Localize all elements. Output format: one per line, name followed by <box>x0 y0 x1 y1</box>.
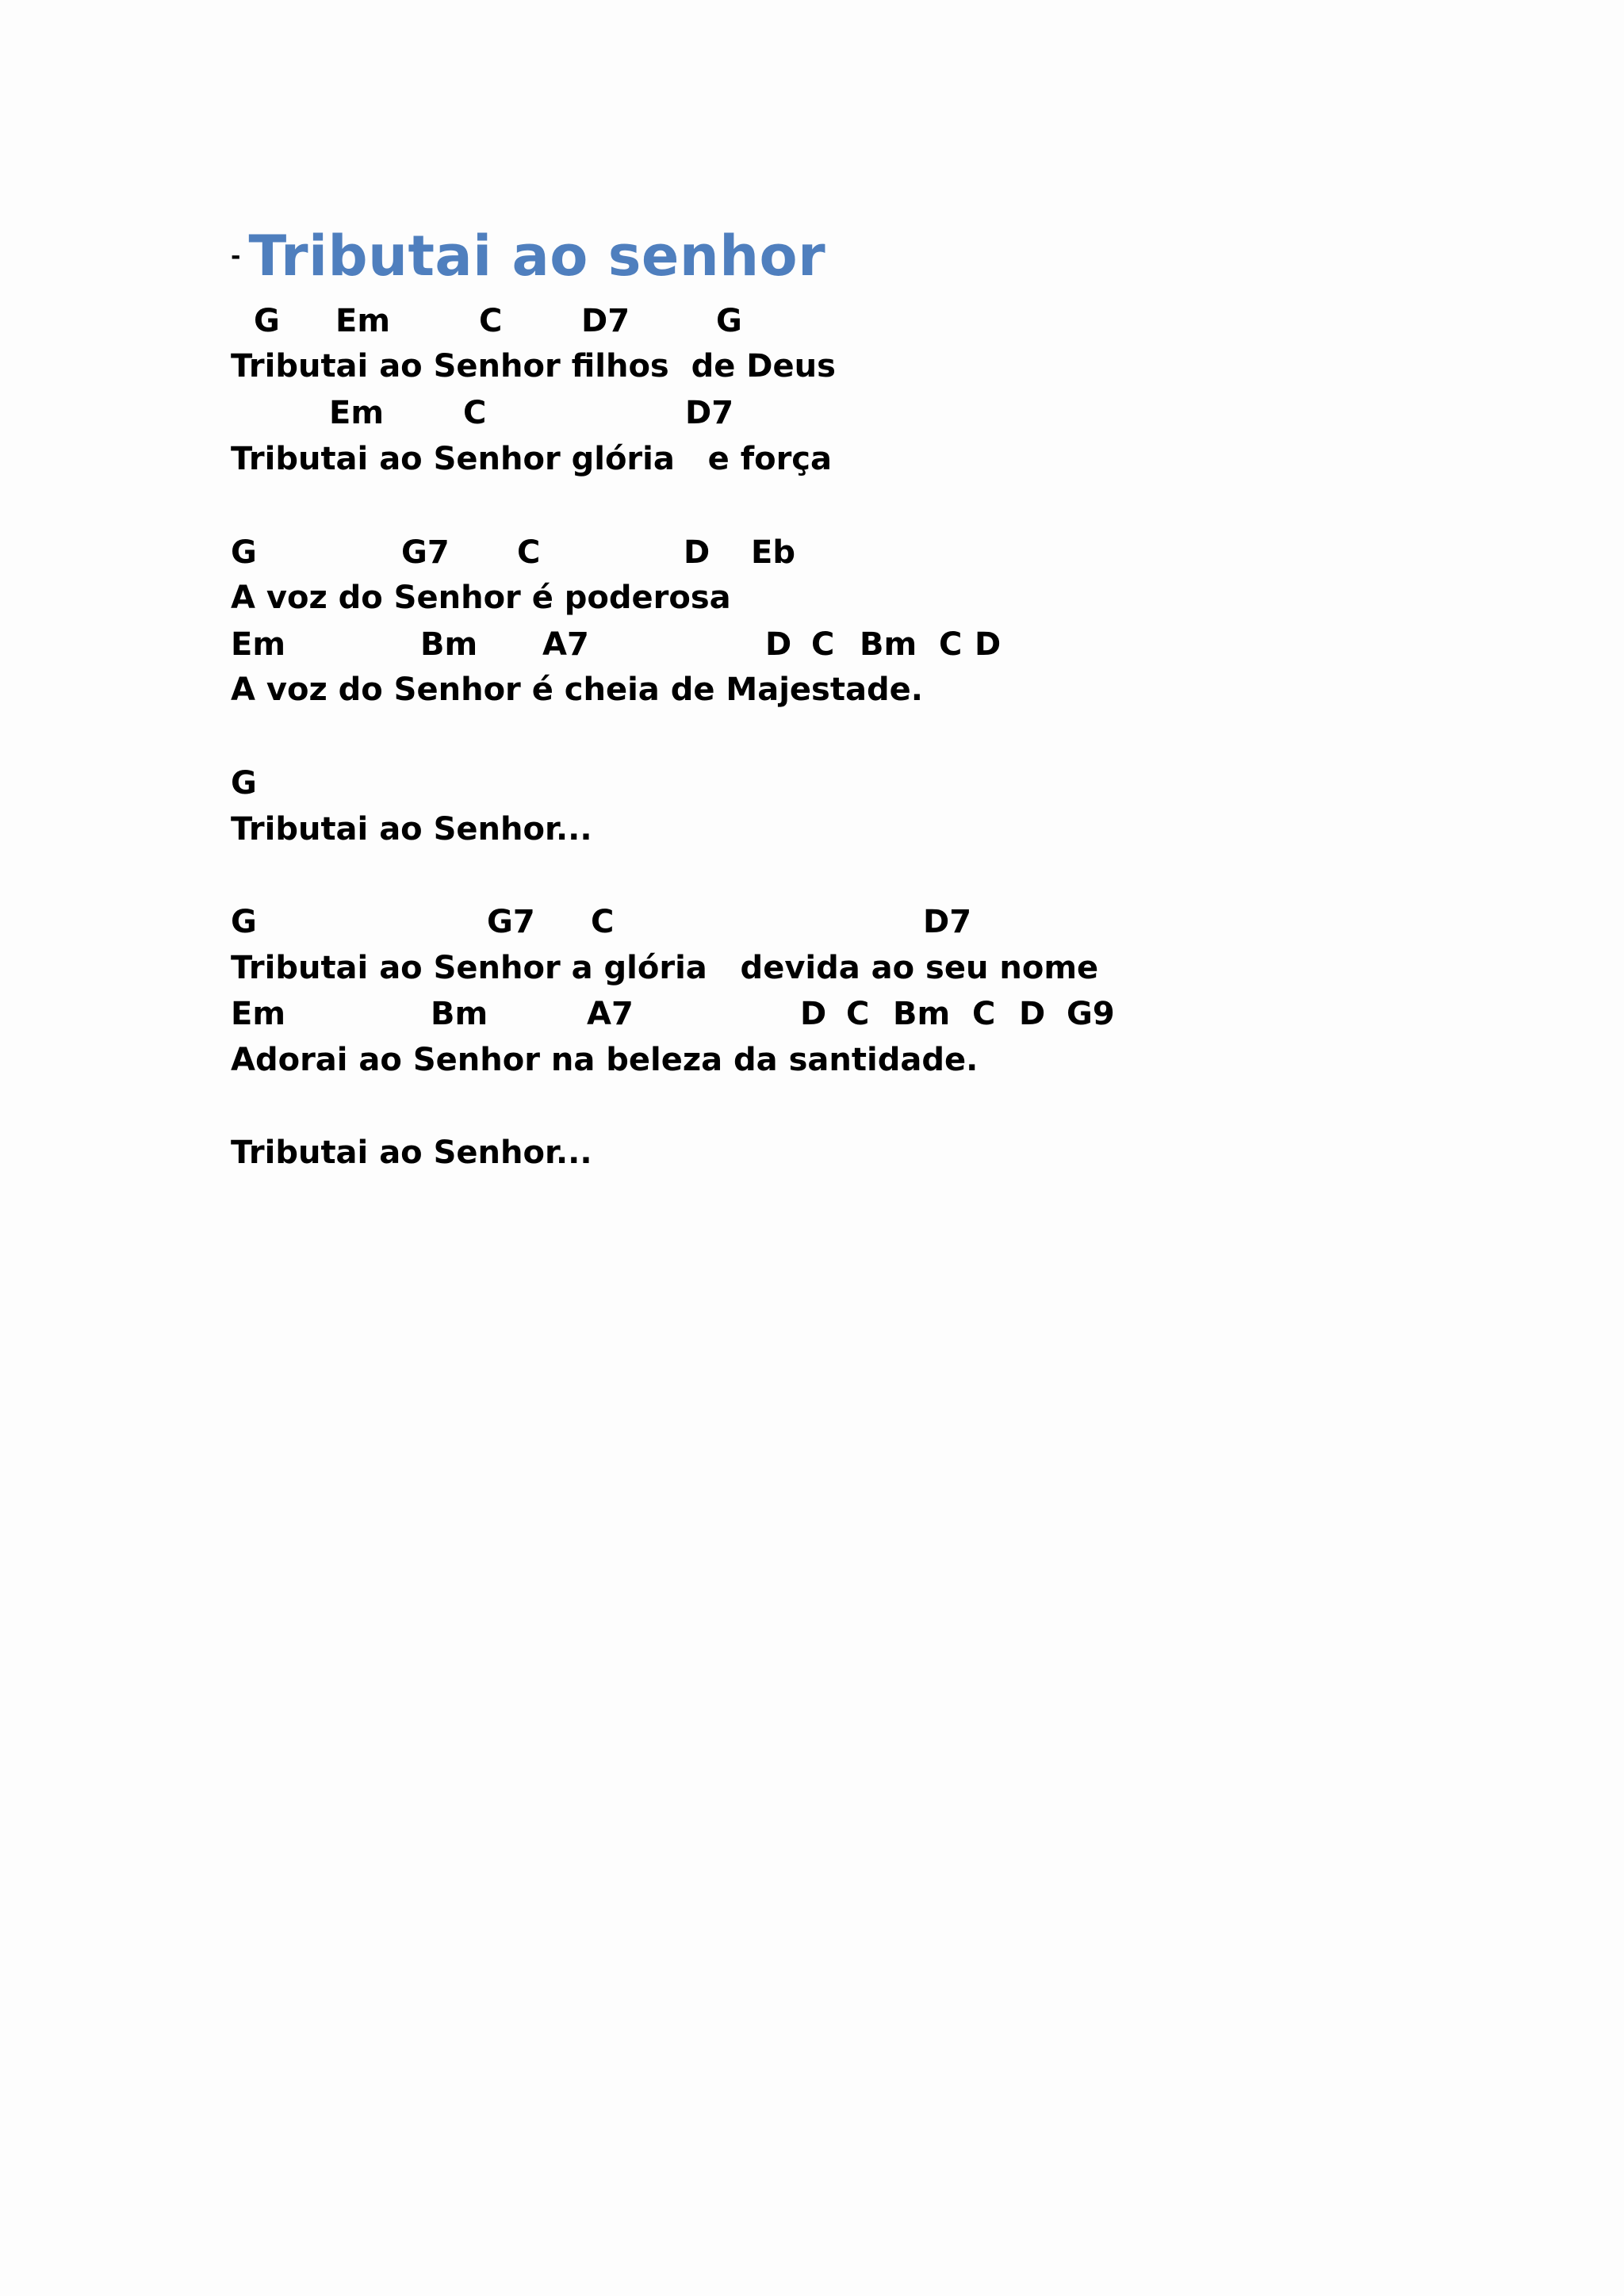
chord: D <box>975 626 1002 663</box>
chord: Em <box>231 626 286 663</box>
chord: G7 <box>487 904 535 940</box>
chord: D <box>800 996 827 1032</box>
chord: Em <box>231 996 286 1032</box>
lyric-line: A voz do Senhor é poderosa <box>231 580 731 616</box>
chord: G <box>231 534 257 571</box>
lyric-line: Tributai ao Senhor filhos de Deus <box>231 348 836 385</box>
chord: C <box>811 626 835 663</box>
chord: A7 <box>542 626 589 663</box>
chord: D <box>1019 996 1046 1032</box>
song-title <box>231 224 825 289</box>
chord-line <box>0 534 1624 572</box>
chord: Bm <box>893 996 951 1032</box>
chord: C <box>846 996 870 1032</box>
chord: G <box>716 303 742 339</box>
chord: G <box>231 765 257 802</box>
chord-line <box>0 394 1624 432</box>
chord: D <box>684 534 710 571</box>
chord: D7 <box>685 395 734 431</box>
chord: Em <box>329 395 385 431</box>
chord: C <box>939 626 963 663</box>
chord-line <box>0 903 1624 941</box>
chord: D7 <box>581 303 630 339</box>
title-dash: - <box>231 242 241 270</box>
chord-line <box>0 626 1624 664</box>
chord-line <box>0 995 1624 1033</box>
chord: C <box>591 904 615 940</box>
chord: G7 <box>401 534 450 571</box>
chord: G9 <box>1067 996 1115 1032</box>
chord: D7 <box>923 904 972 940</box>
chord-line <box>0 764 1624 802</box>
title-text: Tributai ao senhor <box>248 224 826 289</box>
chord: C <box>479 303 503 339</box>
chord-line <box>0 302 1624 340</box>
lyric-line: Tributai ao Senhor... <box>231 811 592 848</box>
lyric-line: A voz do Senhor é cheia de Majestade. <box>231 672 923 708</box>
chord: D <box>765 626 792 663</box>
chord: G <box>231 904 257 940</box>
chord: C <box>972 996 996 1032</box>
chord: Bm <box>420 626 478 663</box>
chord: Em <box>335 303 391 339</box>
lyric-line: Tributai ao Senhor... <box>231 1135 592 1171</box>
chord: A7 <box>587 996 634 1032</box>
chord: C <box>463 395 487 431</box>
chord: Bm <box>431 996 488 1032</box>
chord: Bm <box>860 626 917 663</box>
lyric-line: Tributai ao Senhor glória e força <box>231 441 833 477</box>
lyric-line: Tributai ao Senhor a glória devida ao seu nome <box>231 950 1099 986</box>
lyric-line: Adorai ao Senhor na beleza da santidade. <box>231 1042 979 1078</box>
chord: C <box>517 534 541 571</box>
chord: G <box>254 303 280 339</box>
chord: Eb <box>751 534 795 571</box>
